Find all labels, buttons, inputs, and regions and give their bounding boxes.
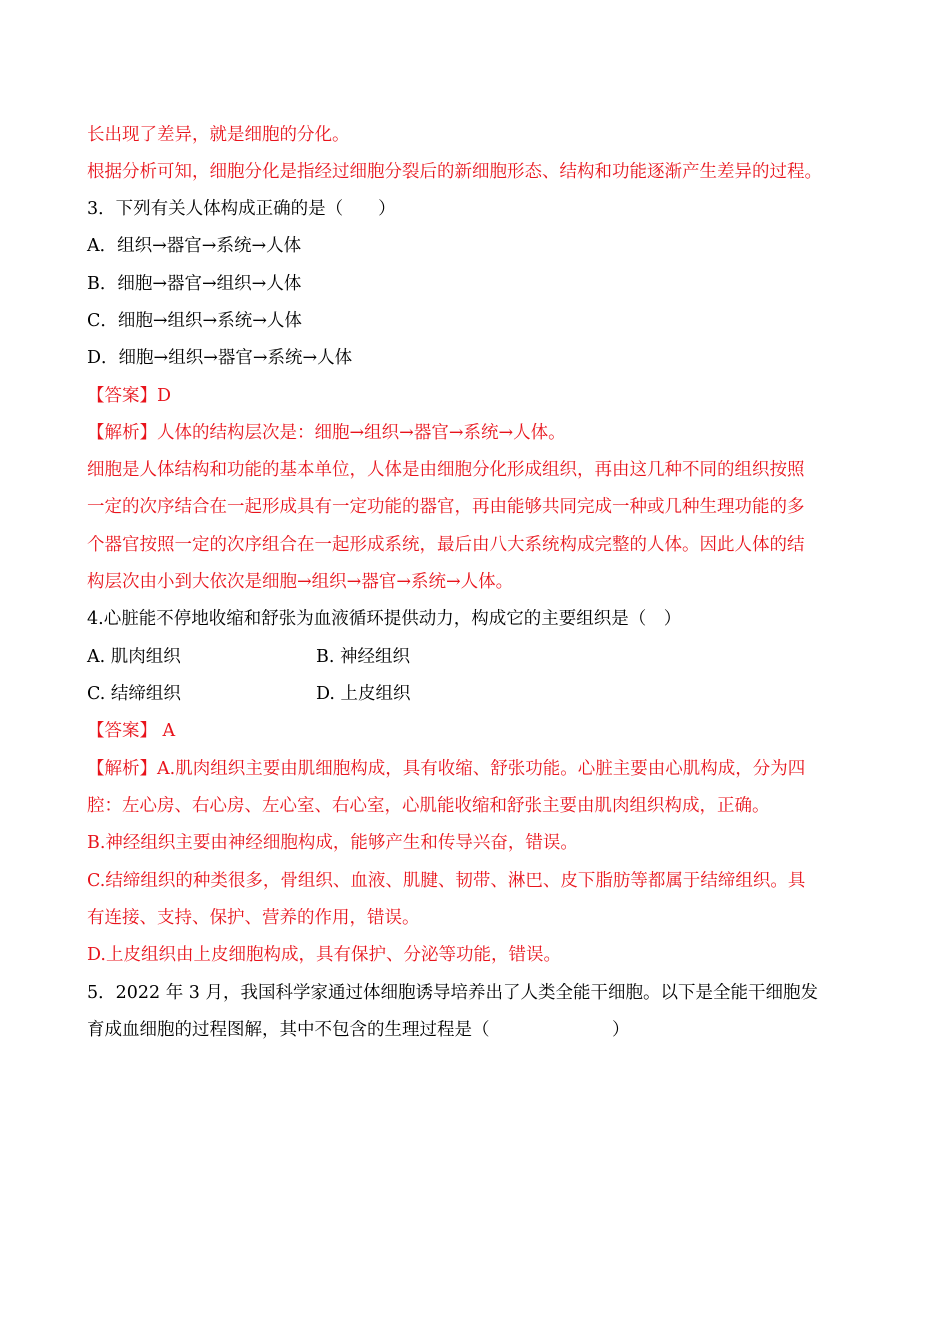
question-3-option-b: B．细胞→器官→组织→人体 [87,274,302,294]
question-3-explanation: 细胞是人体结构和功能的基本单位，人体是由细胞分化形成组织，再由这几种不同的组织按照 [87,460,805,480]
question-3-explanation: 构层次由小到大依次是细胞→组织→器官→系统→人体。 [87,572,514,592]
question-4-stem: 4.心脏能不停地收缩和舒张为血液循环提供动力，构成它的主要组织是（ ） [87,609,682,629]
question-4-option-d: D. 上皮组织 [316,684,411,704]
explanation-line: 根据分析可知，细胞分化是指经过细胞分裂后的新细胞形态、结构和功能逐渐产生差异的过程。 [87,162,822,182]
question-4-option-b: B. 神经组织 [316,647,410,667]
question-4-answer: 【答案】 A [87,721,176,741]
question-3-answer: 【答案】D [87,386,172,406]
question-3-option-d: D．细胞→组织→器官→系统→人体 [87,348,353,368]
question-3-option-c: C．细胞→组织→系统→人体 [87,311,302,331]
question-4-explanation: C.结缔组织的种类很多，骨组织、血液、肌腱、韧带、淋巴、皮下脂肪等都属于结缔组织。具 [87,871,806,891]
question-3-explanation: 【解析】人体的结构层次是：细胞→组织→器官→系统→人体。 [87,423,566,443]
question-4-explanation: B.神经组织主要由神经细胞构成，能够产生和传导兴奋，错误。 [87,833,578,853]
question-5-stem: 育成血细胞的过程图解，其中不包含的生理过程是（ ） [87,1020,630,1040]
question-4-option-a: A. 肌肉组织 [87,647,181,667]
question-5-stem: 5．2022 年 3 月，我国科学家通过体细胞诱导培养出了人类全能干细胞。以下是全能干细胞发 [87,983,818,1003]
question-3-option-a: A．组织→器官→系统→人体 [87,236,302,256]
question-4-explanation: D.上皮组织由上皮细胞构成，具有保护、分泌等功能，错误。 [87,945,561,965]
explanation-line: 长出现了差异，就是细胞的分化。 [87,125,350,145]
question-4-explanation: 腔：左心房、右心房、左心室、右心室，心肌能收缩和舒张主要由肌肉组织构成，正确。 [87,796,770,816]
question-4-option-c: C. 结缔组织 [87,684,181,704]
question-3-explanation: 一定的次序结合在一起形成具有一定功能的器官，再由能够共同完成一种或几种生理功能的多 [87,497,805,517]
question-4-explanation: 【解析】A.肌肉组织主要由肌细胞构成，具有收缩、舒张功能。心脏主要由心肌构成，分为四 [87,759,806,779]
question-3-stem: 3．下列有关人体构成正确的是（ ） [87,199,396,219]
question-4-explanation: 有连接、支持、保护、营养的作用，错误。 [87,908,420,928]
question-3-explanation: 个器官按照一定的次序组合在一起形成系统，最后由八大系统构成完整的人体。因此人体的结 [87,535,805,555]
